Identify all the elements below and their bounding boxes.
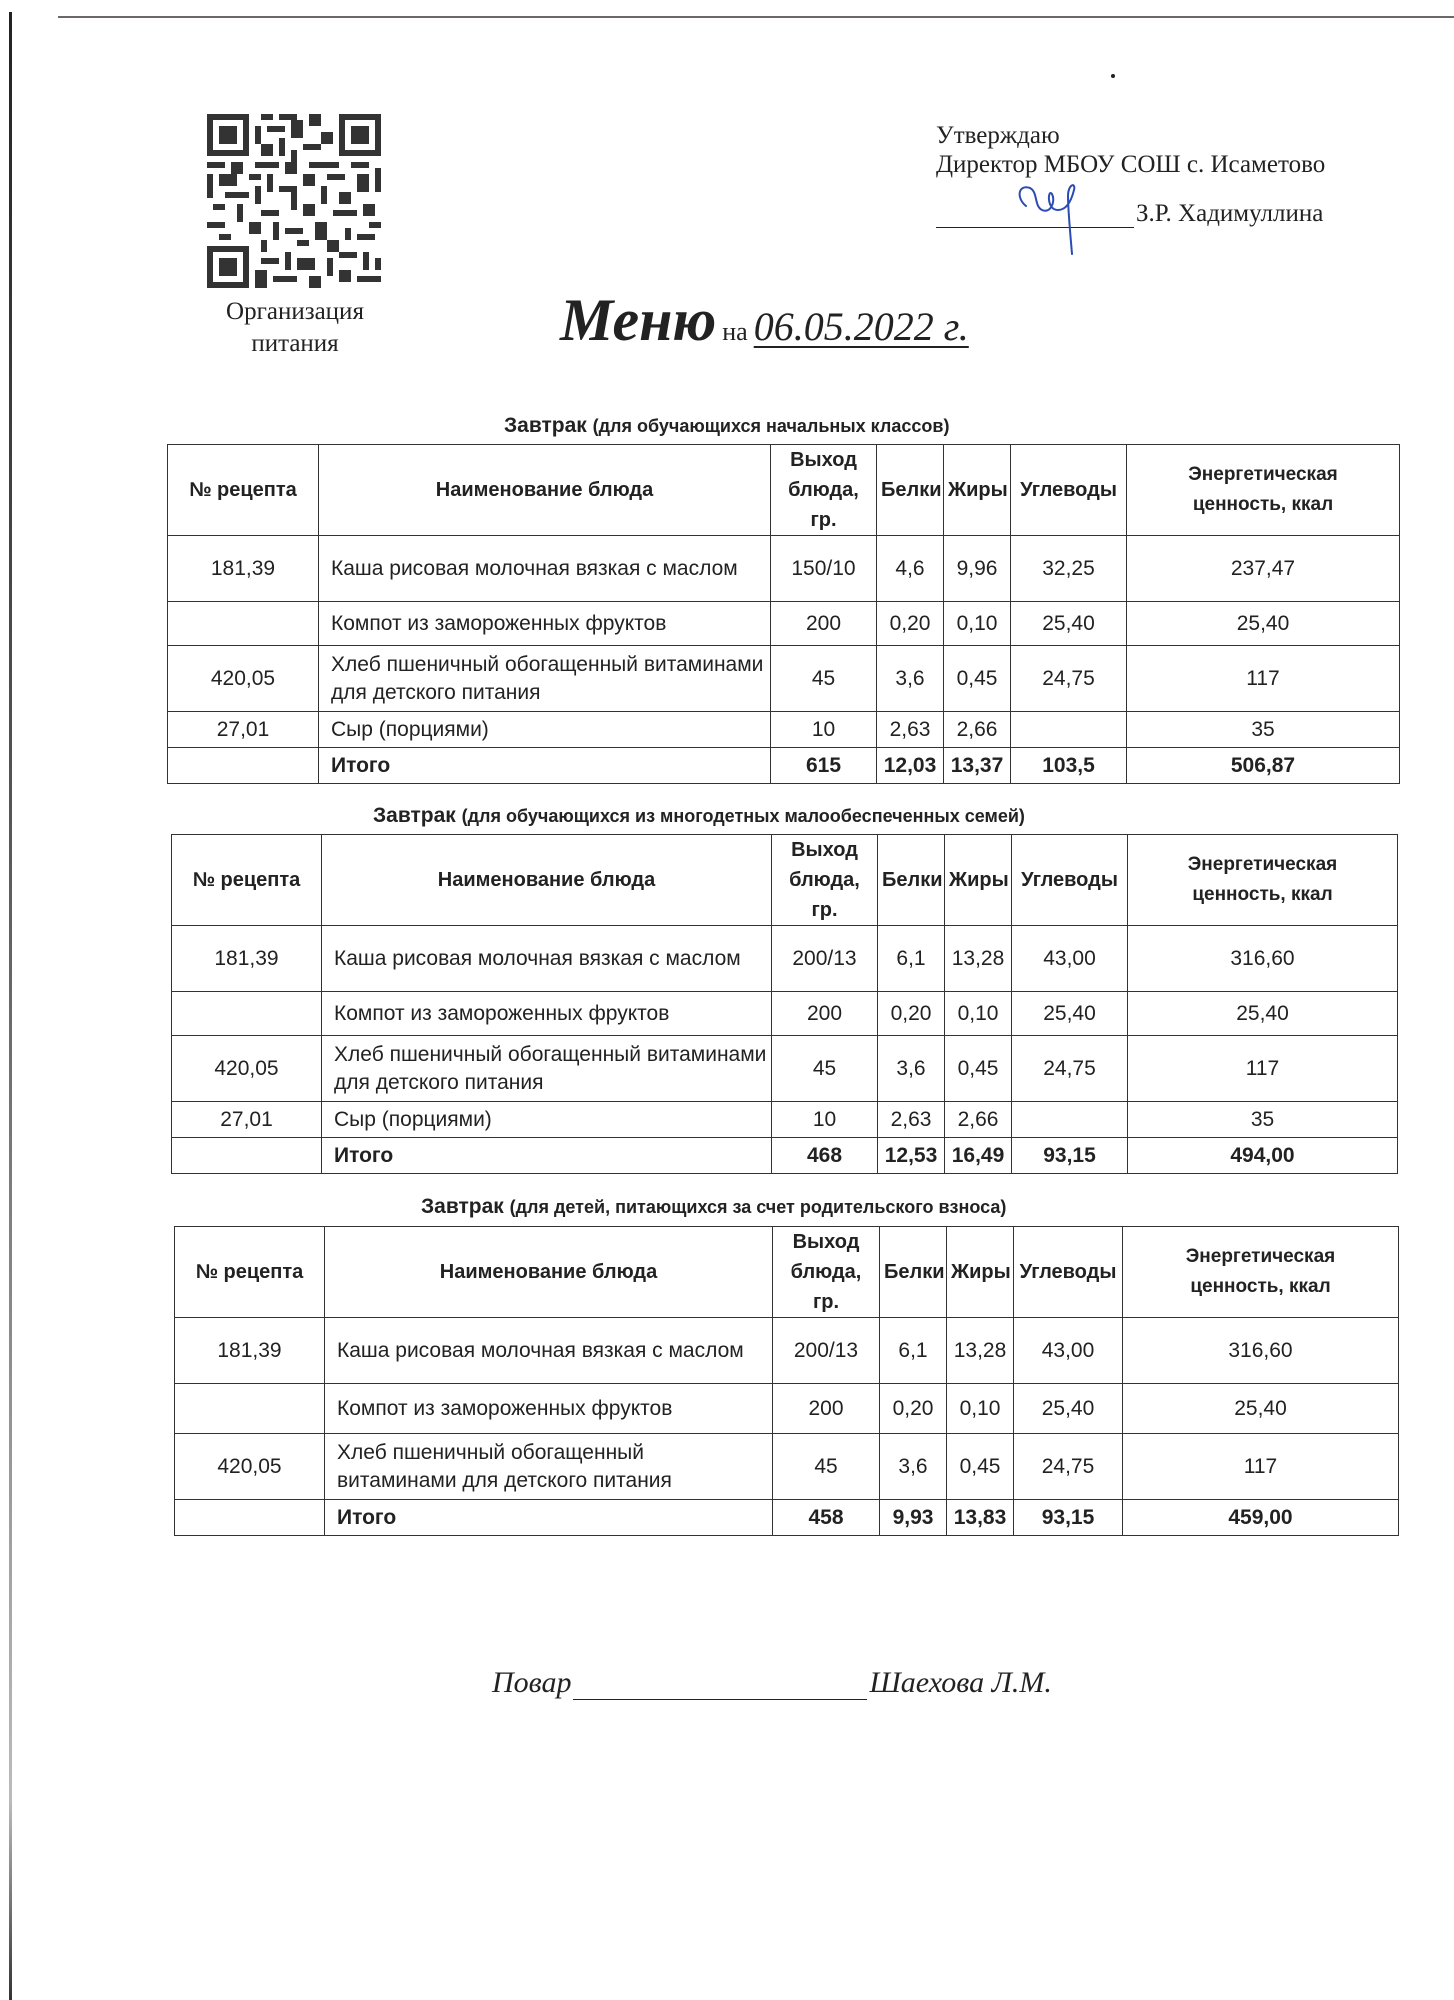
cell-carbs: 24,75 <box>1011 646 1127 712</box>
cell-total-label: Итого <box>325 1500 773 1536</box>
cell-fat: 0,45 <box>945 1036 1012 1102</box>
cell-carbs: 43,00 <box>1014 1318 1123 1384</box>
col-yield-l1: Выход <box>791 839 858 861</box>
menu-table-parent-paid <box>174 1226 1399 1536</box>
qr-caption <box>190 296 400 360</box>
cell-recipe <box>175 1384 325 1434</box>
scan-top-line <box>58 16 1454 18</box>
cell-name: Каша рисовая молочная вязкая с маслом <box>322 926 772 992</box>
table-row <box>175 1384 1399 1434</box>
cell-fat: 0,45 <box>947 1434 1014 1500</box>
cell-protein: 12,03 <box>877 748 944 784</box>
col-yield <box>772 835 878 926</box>
approval-signature-line <box>936 199 1325 228</box>
cell-protein: 6,1 <box>878 926 945 992</box>
cell-carbs: 93,15 <box>1012 1138 1128 1174</box>
cell-protein: 4,6 <box>877 536 944 602</box>
col-yield-l2: блюда, гр. <box>788 479 859 531</box>
scan-speck <box>1111 74 1115 78</box>
cell-protein: 0,20 <box>878 992 945 1036</box>
approval-position: Директор МБОУ СОШ с. Исаметово <box>936 151 1326 178</box>
col-energy-l2: ценность, ккал <box>1190 1276 1331 1297</box>
cell-name: Каша рисовая молочная вязкая с маслом <box>325 1318 773 1384</box>
table-total-row <box>172 1138 1398 1174</box>
caption-sub: (для детей, питающихся за счет родительского взноса) <box>509 1197 1007 1217</box>
cell-energy: 25,40 <box>1127 602 1400 646</box>
cell-yield: 200 <box>771 602 877 646</box>
table-row <box>172 1102 1398 1138</box>
cell-recipe <box>172 992 322 1036</box>
cell-recipe <box>168 602 319 646</box>
cell-carbs: 24,75 <box>1012 1036 1128 1102</box>
cook-signature-blank <box>573 1673 867 1700</box>
cell-recipe <box>175 1500 325 1536</box>
cell-fat: 2,66 <box>944 712 1011 748</box>
table-row <box>172 992 1398 1036</box>
col-yield <box>773 1227 880 1318</box>
table-total-row <box>175 1500 1399 1536</box>
cell-yield: 458 <box>773 1500 880 1536</box>
caption-main: Завтрак <box>421 1195 504 1218</box>
approval-heading: Утверждаю <box>936 122 1060 149</box>
col-recipe: № рецепта <box>168 445 319 536</box>
cell-yield: 150/10 <box>771 536 877 602</box>
page-title <box>560 286 969 355</box>
cell-carbs: 93,15 <box>1014 1500 1123 1536</box>
cell-name: Каша рисовая молочная вязкая с маслом <box>319 536 771 602</box>
cell-yield: 200 <box>773 1384 880 1434</box>
qr-caption-line1: Организация <box>226 298 364 325</box>
col-energy-l1: Энергетическая <box>1187 854 1338 875</box>
table-row <box>168 712 1400 748</box>
cell-carbs: 43,00 <box>1012 926 1128 992</box>
cell-energy: 25,40 <box>1123 1384 1399 1434</box>
cell-carbs <box>1011 712 1127 748</box>
cell-protein: 9,93 <box>880 1500 947 1536</box>
table-row <box>168 536 1400 602</box>
col-recipe: № рецепта <box>175 1227 325 1318</box>
table1-caption <box>504 414 949 438</box>
cell-fat: 13,28 <box>947 1318 1014 1384</box>
col-energy-l1: Энергетическая <box>1185 1246 1336 1267</box>
col-energy <box>1128 835 1398 926</box>
col-yield <box>771 445 877 536</box>
cell-energy: 316,60 <box>1128 926 1398 992</box>
cell-energy: 35 <box>1127 712 1400 748</box>
cell-name: Компот из замороженных фруктов <box>319 602 771 646</box>
caption-main: Завтрак <box>504 414 587 437</box>
cell-total-label: Итого <box>322 1138 772 1174</box>
cell-recipe: 181,39 <box>175 1318 325 1384</box>
cell-fat: 2,66 <box>945 1102 1012 1138</box>
cook-role: Повар <box>492 1666 572 1699</box>
col-carbs: Углеводы <box>1014 1227 1123 1318</box>
table-row <box>172 926 1398 992</box>
cell-name: Хлеб пшеничный обогащенный витаминами для детского питания <box>322 1036 772 1102</box>
table-total-row <box>168 748 1400 784</box>
col-name: Наименование блюда <box>325 1227 773 1318</box>
cell-name: Компот из замороженных фруктов <box>322 992 772 1036</box>
cell-recipe: 27,01 <box>168 712 319 748</box>
cell-carbs: 25,40 <box>1014 1384 1123 1434</box>
cell-yield: 200/13 <box>772 926 878 992</box>
cell-protein: 0,20 <box>877 602 944 646</box>
col-energy-l1: Энергетическая <box>1188 464 1338 485</box>
col-energy <box>1123 1227 1399 1318</box>
cell-name: Сыр (порциями) <box>322 1102 772 1138</box>
cell-name: Сыр (порциями) <box>319 712 771 748</box>
cell-yield: 468 <box>772 1138 878 1174</box>
cell-protein: 3,6 <box>880 1434 947 1500</box>
cell-fat: 0,10 <box>944 602 1011 646</box>
cell-total-label: Итого <box>319 748 771 784</box>
cell-yield: 45 <box>772 1036 878 1102</box>
cell-carbs: 25,40 <box>1012 992 1128 1036</box>
col-energy-l2: ценность, ккал <box>1192 494 1334 515</box>
caption-sub: (для обучающихся из многодетных малообеспеченных семей) <box>461 806 1025 826</box>
col-yield-l1: Выход <box>792 1231 860 1253</box>
table-row <box>175 1434 1399 1500</box>
cell-name: Компот из замороженных фруктов <box>325 1384 773 1434</box>
cell-carbs <box>1012 1102 1128 1138</box>
col-protein: Белки <box>877 445 944 536</box>
menu-table-large-families <box>171 834 1398 1174</box>
menu-table-primary <box>167 444 1400 784</box>
cook-signature-block <box>492 1666 1052 1700</box>
cell-yield: 45 <box>773 1434 880 1500</box>
caption-main: Завтрак <box>373 804 456 827</box>
cell-fat: 9,96 <box>944 536 1011 602</box>
table3-caption <box>421 1195 1006 1219</box>
title-date: 06.05.2022 г. <box>753 304 969 349</box>
cell-energy: 117 <box>1127 646 1400 712</box>
cell-yield: 10 <box>772 1102 878 1138</box>
cell-recipe <box>168 748 319 784</box>
cell-protein: 6,1 <box>880 1318 947 1384</box>
cell-recipe: 420,05 <box>172 1036 322 1102</box>
cell-fat: 0,45 <box>944 646 1011 712</box>
cell-recipe: 27,01 <box>172 1102 322 1138</box>
cell-yield: 45 <box>771 646 877 712</box>
approval-signatory: З.Р. Хадимуллина <box>1136 200 1324 227</box>
cell-energy: 459,00 <box>1123 1500 1399 1536</box>
col-carbs: Углеводы <box>1012 835 1128 926</box>
col-carbs: Углеводы <box>1011 445 1127 536</box>
cell-yield: 200 <box>772 992 878 1036</box>
col-name: Наименование блюда <box>322 835 772 926</box>
scan-edge <box>9 12 12 2000</box>
cell-fat: 0,10 <box>947 1384 1014 1434</box>
cell-fat: 13,28 <box>945 926 1012 992</box>
table-row <box>168 602 1400 646</box>
cell-yield: 10 <box>771 712 877 748</box>
title-word: Меню <box>560 287 717 353</box>
cell-energy: 25,40 <box>1128 992 1398 1036</box>
table-header-row <box>175 1227 1399 1318</box>
cell-energy: 117 <box>1128 1036 1398 1102</box>
cell-recipe: 420,05 <box>175 1434 325 1500</box>
cell-energy: 506,87 <box>1127 748 1400 784</box>
table-row <box>175 1318 1399 1384</box>
col-recipe: № рецепта <box>172 835 322 926</box>
cell-carbs: 24,75 <box>1014 1434 1123 1500</box>
table2-caption <box>373 804 1025 828</box>
cell-name: Хлеб пшеничный обогащенный витаминами для детского питания <box>319 646 771 712</box>
cell-energy: 35 <box>1128 1102 1398 1138</box>
table-header-row <box>168 445 1400 536</box>
col-fat: Жиры <box>945 835 1012 926</box>
cell-yield: 615 <box>771 748 877 784</box>
cell-protein: 3,6 <box>877 646 944 712</box>
col-yield-l2: блюда, гр. <box>789 869 860 921</box>
cell-fat: 0,10 <box>945 992 1012 1036</box>
cell-energy: 237,47 <box>1127 536 1400 602</box>
cell-fat: 13,83 <box>947 1500 1014 1536</box>
cell-recipe <box>172 1138 322 1174</box>
col-fat: Жиры <box>944 445 1011 536</box>
col-name: Наименование блюда <box>319 445 771 536</box>
cell-protein: 3,6 <box>878 1036 945 1102</box>
col-energy-l2: ценность, ккал <box>1192 884 1333 905</box>
approval-block <box>936 121 1325 228</box>
cell-energy: 494,00 <box>1128 1138 1398 1174</box>
cell-protein: 12,53 <box>878 1138 945 1174</box>
col-fat: Жиры <box>947 1227 1014 1318</box>
col-protein: Белки <box>880 1227 947 1318</box>
qr-code-icon <box>206 114 382 288</box>
cell-protein: 2,63 <box>878 1102 945 1138</box>
cook-name: Шаехова Л.М. <box>869 1666 1052 1699</box>
cell-fat: 16,49 <box>945 1138 1012 1174</box>
cell-recipe: 420,05 <box>168 646 319 712</box>
cell-energy: 316,60 <box>1123 1318 1399 1384</box>
cell-fat: 13,37 <box>944 748 1011 784</box>
cell-energy: 117 <box>1123 1434 1399 1500</box>
cell-carbs: 103,5 <box>1011 748 1127 784</box>
table-row <box>172 1036 1398 1102</box>
cell-recipe: 181,39 <box>168 536 319 602</box>
cell-recipe: 181,39 <box>172 926 322 992</box>
cell-carbs: 32,25 <box>1011 536 1127 602</box>
col-yield-l2: блюда, гр. <box>790 1261 862 1313</box>
cell-name: Хлеб пшеничный обогащенный витаминами для детского питания <box>325 1434 773 1500</box>
cell-protein: 0,20 <box>880 1384 947 1434</box>
cell-carbs: 25,40 <box>1011 602 1127 646</box>
cell-protein: 2,63 <box>877 712 944 748</box>
cell-yield: 200/13 <box>773 1318 880 1384</box>
col-energy <box>1127 445 1400 536</box>
title-preposition: на <box>722 317 748 346</box>
col-protein: Белки <box>878 835 945 926</box>
handwritten-signature-icon <box>1012 180 1112 260</box>
table-row <box>168 646 1400 712</box>
qr-caption-line2: питания <box>251 330 339 357</box>
table-header-row <box>172 835 1398 926</box>
col-yield-l1: Выход <box>790 449 857 471</box>
caption-sub: (для обучающихся начальных классов) <box>592 416 950 436</box>
